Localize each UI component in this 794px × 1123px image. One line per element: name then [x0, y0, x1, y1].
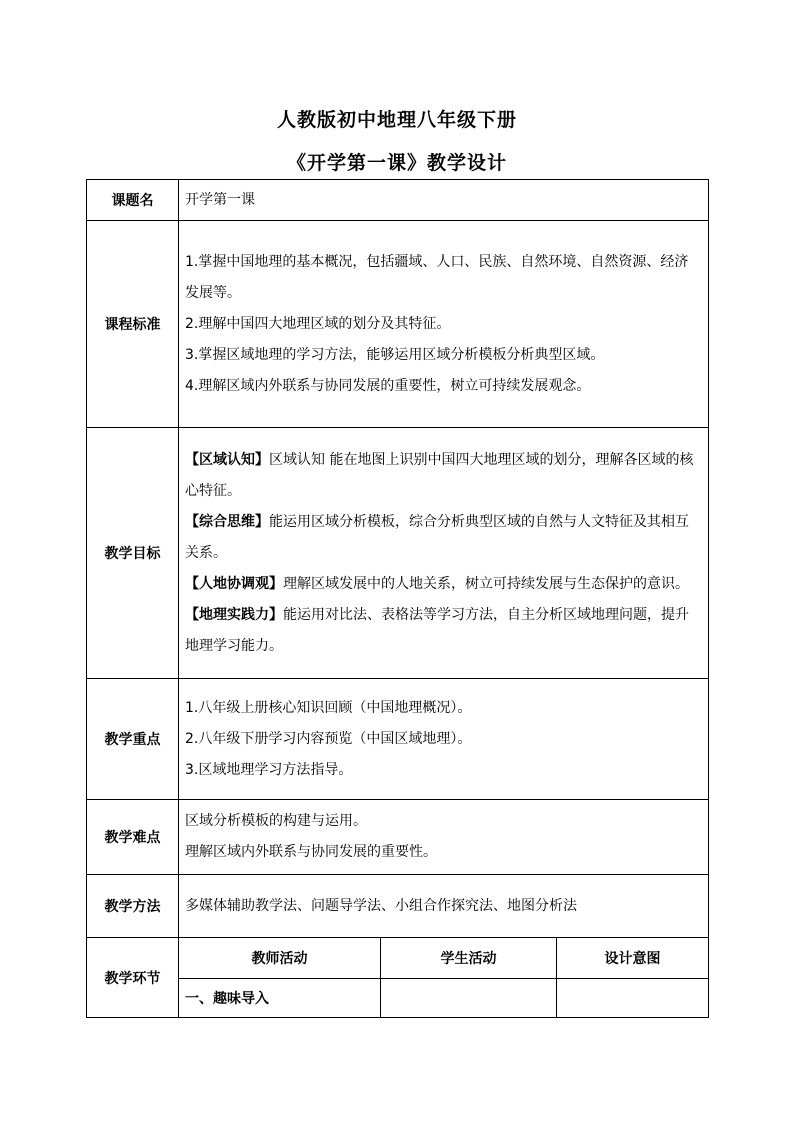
key-label: 教学重点	[87, 679, 179, 800]
key-content	[179, 679, 709, 800]
row-goals	[87, 428, 709, 679]
goal-item	[185, 600, 702, 662]
key-item: 3.区域地理学习方法指导。	[185, 761, 353, 778]
row-process-header	[87, 938, 709, 979]
lesson-plan-table	[86, 179, 709, 1018]
standard-item: 4.理解区域内外联系与协同发展的重要性，树立可持续发展观念。	[185, 377, 591, 394]
row-process-step	[87, 979, 709, 1018]
col-teacher-activity: 教师活动	[179, 938, 381, 979]
step-teacher: 一、趣味导入	[179, 979, 381, 1018]
key-item: 1.八年级上册核心知识回顾（中国地理概况）。	[185, 699, 472, 716]
topic-value: 开学第一课	[179, 180, 709, 221]
goal-item	[185, 507, 702, 569]
row-method	[87, 875, 709, 938]
goal-item	[185, 445, 702, 507]
difficult-item: 区域分析模板的构建与运用。	[185, 813, 367, 829]
col-student-activity: 学生活动	[381, 938, 557, 979]
goal-text: 能运用区域分析模板，综合分析典型区域的自然与人文特征及其相互关系。	[185, 513, 689, 561]
key-item: 2.八年级下册学习内容预览（中国区域地理）。	[185, 730, 472, 747]
standard-content	[179, 221, 709, 428]
standard-item: 3.掌握区域地理的学习方法，能够运用区域分析模板分析典型区域。	[185, 346, 605, 363]
col-design-intent: 设计意图	[557, 938, 709, 979]
goal-tag: 【地理实践力】	[185, 606, 283, 623]
goal-text: 区域认知 能在地图上识别中国四大地理区域的划分，理解各区域的核心特征。	[185, 451, 694, 499]
goals-label: 教学目标	[87, 428, 179, 679]
goal-tag: 【人地协调观】	[185, 575, 283, 592]
row-difficult	[87, 800, 709, 875]
step-intent	[557, 979, 709, 1018]
goal-text: 能运用对比法、表格法等学习方法，自主分析区域地理问题，提升地理学习能力。	[185, 606, 689, 654]
row-standard	[87, 221, 709, 428]
difficult-content	[179, 800, 709, 875]
difficult-label: 教学难点	[87, 800, 179, 875]
standard-item: 2.理解中国四大地理区域的划分及其特征。	[185, 315, 451, 332]
row-topic	[87, 180, 709, 221]
row-key	[87, 679, 709, 800]
goal-text: 理解区域发展中的人地关系，树立可持续发展与生态保护的意识。	[283, 575, 689, 592]
goal-item	[185, 569, 702, 600]
difficult-item: 理解区域内外联系与协同发展的重要性。	[185, 844, 437, 860]
page-subtitle: 《开学第一课》教学设计	[286, 152, 507, 174]
page-title: 人教版初中地理八年级下册	[276, 109, 517, 131]
topic-label: 课题名	[87, 180, 179, 221]
step-student	[381, 979, 557, 1018]
goals-content	[179, 428, 709, 679]
goal-tag: 【综合思维】	[185, 513, 269, 530]
process-label: 教学环节	[87, 938, 179, 1018]
standard-item: 1.掌握中国地理的基本概况，包括疆域、人口、民族、自然环境、自然资源、经济发展等。	[185, 253, 689, 301]
standard-label: 课程标准	[87, 221, 179, 428]
method-label: 教学方法	[87, 875, 179, 938]
method-value: 多媒体辅助教学法、问题导学法、小组合作探究法、地图分析法	[179, 875, 709, 938]
goal-tag: 【区域认知】	[185, 451, 269, 468]
